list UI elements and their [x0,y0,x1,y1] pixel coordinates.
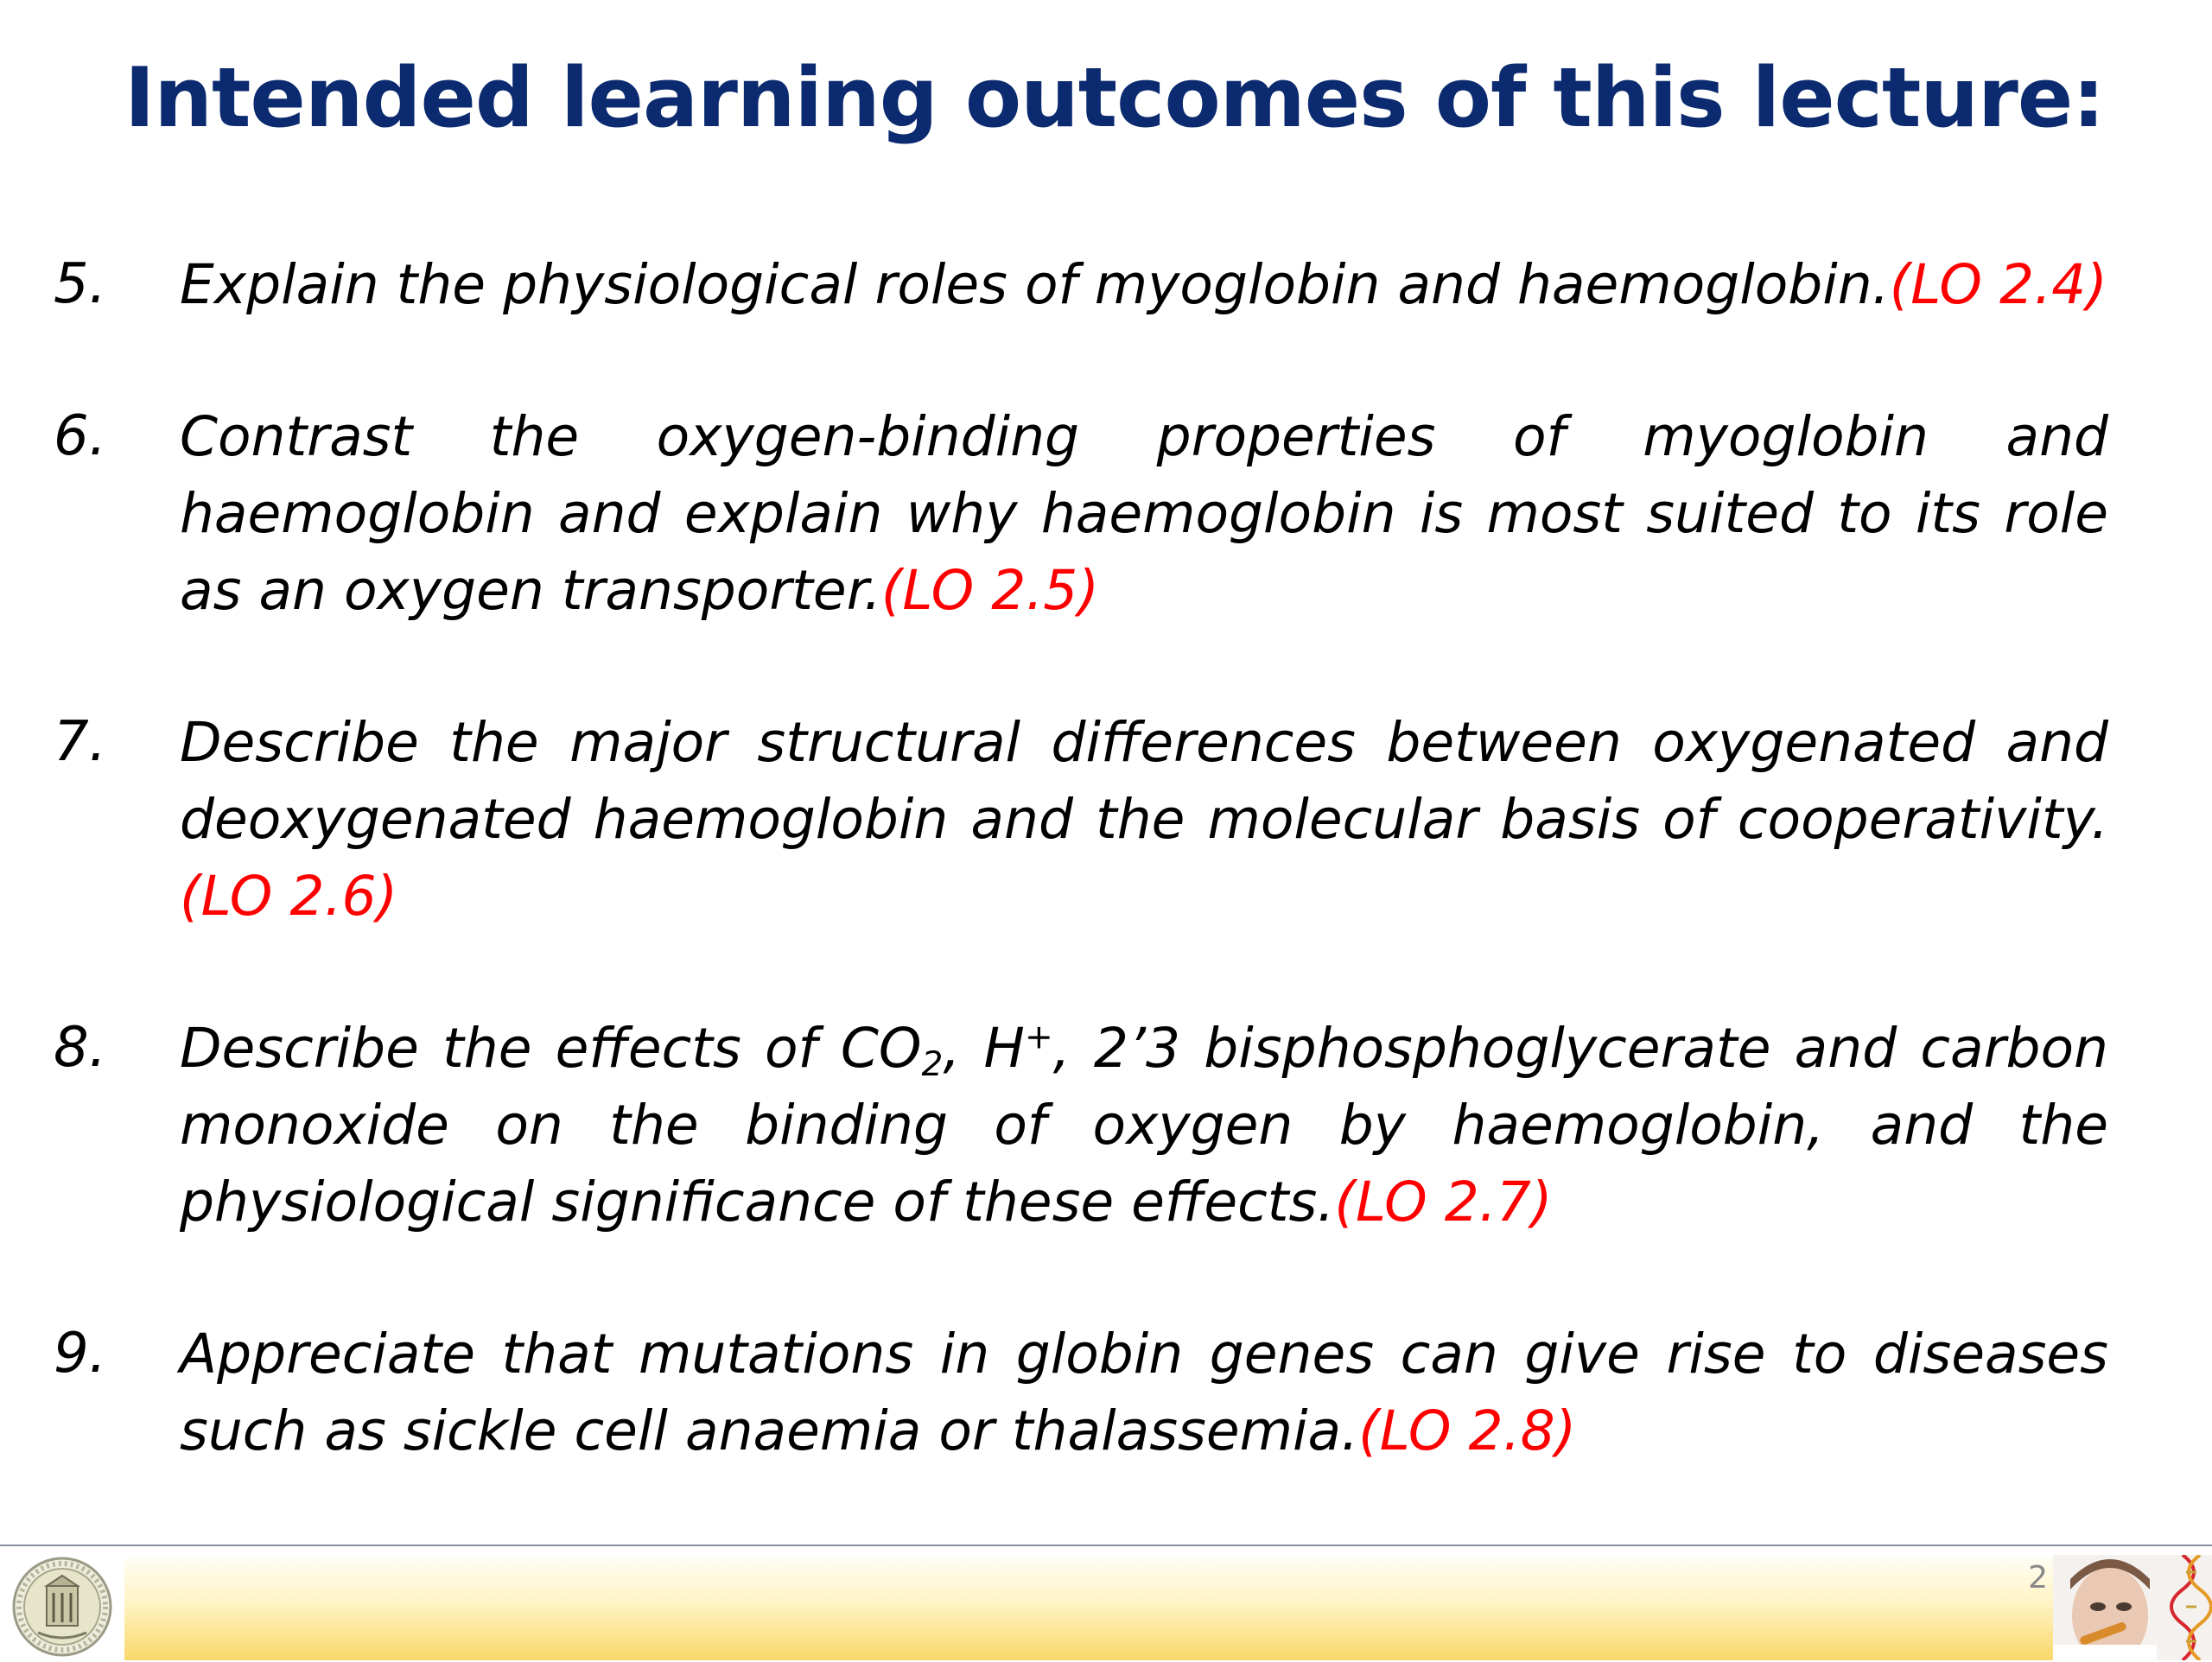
lo-reference: (LO 2.5) [880,559,1099,622]
outcome-text: Describe the effects of $CO_2$, H+, 2’3 bisphosphoglycerate and carbon monoxide on the binding of oxygen by haemoglobin, and the physiological significance of these effects.(LO 2.7) [180,1017,2108,1234]
subscript-two: 2 [921,1044,944,1084]
slide-footer [0,1545,2212,1660]
scientist-dna-photo-icon [2053,1555,2212,1660]
lo-reference: (LO 2.8) [1358,1399,1577,1462]
lo-reference: (LO 2.6) [180,865,398,928]
outcome-number: 7. [54,710,107,774]
lo-reference: (LO 2.7) [1334,1170,1553,1234]
university-seal-icon [3,1555,121,1659]
outcome-number: 5. [54,252,107,316]
outcome-text: Explain the physiological roles of myoglobin and haemoglobin.(LO 2.4) [180,253,2107,316]
superscript-plus: + [1024,1018,1053,1057]
outcome-number: 6. [54,404,107,468]
lo-reference: (LO 2.4) [1889,253,2107,316]
outcome-number: 8. [54,1016,107,1080]
outcome-text: Appreciate that mutations in globin genes can give rise to diseases such as sickle cell anaemia or thalassemia.(LO 2.8) [180,1323,2108,1462]
slide-title: Intended learning outcomes of this lecture: [124,51,2105,146]
outcome-number: 9. [54,1322,107,1386]
outcome-text: Contrast the oxygen-binding properties of myoglobin and haemoglobin and explain why haemoglobin is most suited to its role as an oxygen transporter.(LO 2.5) [180,405,2108,622]
footer-band [124,1558,2053,1660]
outcome-text: Describe the major structural differences between oxygenated and deoxygenated haemoglobin and the molecular basis of cooperativity.(LO 2.6) [180,711,2108,928]
page-number: 2 [2028,1560,2048,1595]
